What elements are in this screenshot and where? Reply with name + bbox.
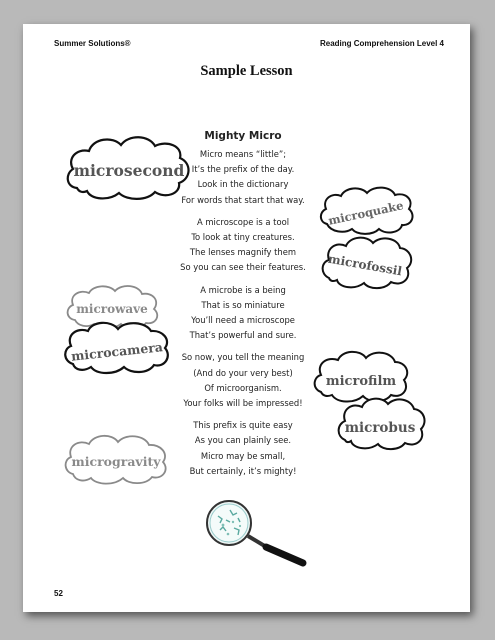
poem-line: That is so miniature (201, 299, 285, 310)
cloud-label: microgravity (71, 454, 161, 469)
cloud-label: microcamera (70, 339, 164, 364)
cloud-label: microfilm (325, 374, 397, 389)
cloud-microsecond (63, 132, 195, 202)
poem-line: As you can plainly see. (194, 435, 292, 446)
cloud-microbus (335, 394, 425, 454)
poem-stanza (143, 418, 343, 479)
poem-stanza (143, 215, 343, 276)
poem-line: Your folks will be impressed! (183, 398, 303, 409)
cloud-label: microsecond (73, 161, 185, 180)
worksheet-page (23, 24, 470, 612)
poem-line: Look in the dictionary (197, 179, 289, 190)
poem-line: This prefix is quite easy (193, 420, 293, 431)
poem-stanza (143, 283, 343, 344)
header-series: Summer Solutions® (54, 39, 131, 48)
poem-line: So you can see their features. (180, 262, 306, 273)
cloud-microgravity (61, 432, 171, 486)
poem-line: The lenses magnify them (189, 247, 297, 258)
poem-line: That’s powerful and sure. (189, 330, 297, 341)
poem-line: A microbe is a being (200, 284, 286, 295)
poem-title: Mighty Micro (204, 130, 282, 142)
cloud-label: microfossil (327, 251, 403, 279)
poem-line: To look at tiny creatures. (191, 232, 295, 243)
cloud-label: microwave (76, 302, 148, 316)
poem-line: Of microorganism. (204, 382, 282, 393)
magnifying-glass-icon (204, 498, 308, 570)
poem-line: But certainly, it’s mighty! (189, 465, 297, 476)
page-number: 52 (54, 589, 63, 598)
poem-line: A microscope is a tool (196, 216, 290, 227)
cloud-label: microbus (344, 420, 416, 436)
poem-line: Micro means “little”; (199, 149, 287, 159)
poem-line: (And do your very best) (193, 367, 293, 378)
cloud-label: microquake (326, 198, 405, 228)
poem-line: So now, you tell the meaning (181, 352, 305, 363)
poem-line: You’ll need a microscope (191, 315, 295, 326)
cloud-microquake (317, 184, 415, 236)
cloud-microfossil (319, 232, 413, 292)
poem-line: Micro may be small, (200, 450, 286, 461)
poem-line: For words that start that way. (181, 194, 305, 205)
poem-line: It’s the prefix of the day. (191, 164, 295, 175)
cloud-microcamera (61, 318, 173, 376)
header-subject: Reading Comprehension Level 4 (319, 39, 444, 48)
page-title: Sample Lesson (200, 63, 293, 79)
